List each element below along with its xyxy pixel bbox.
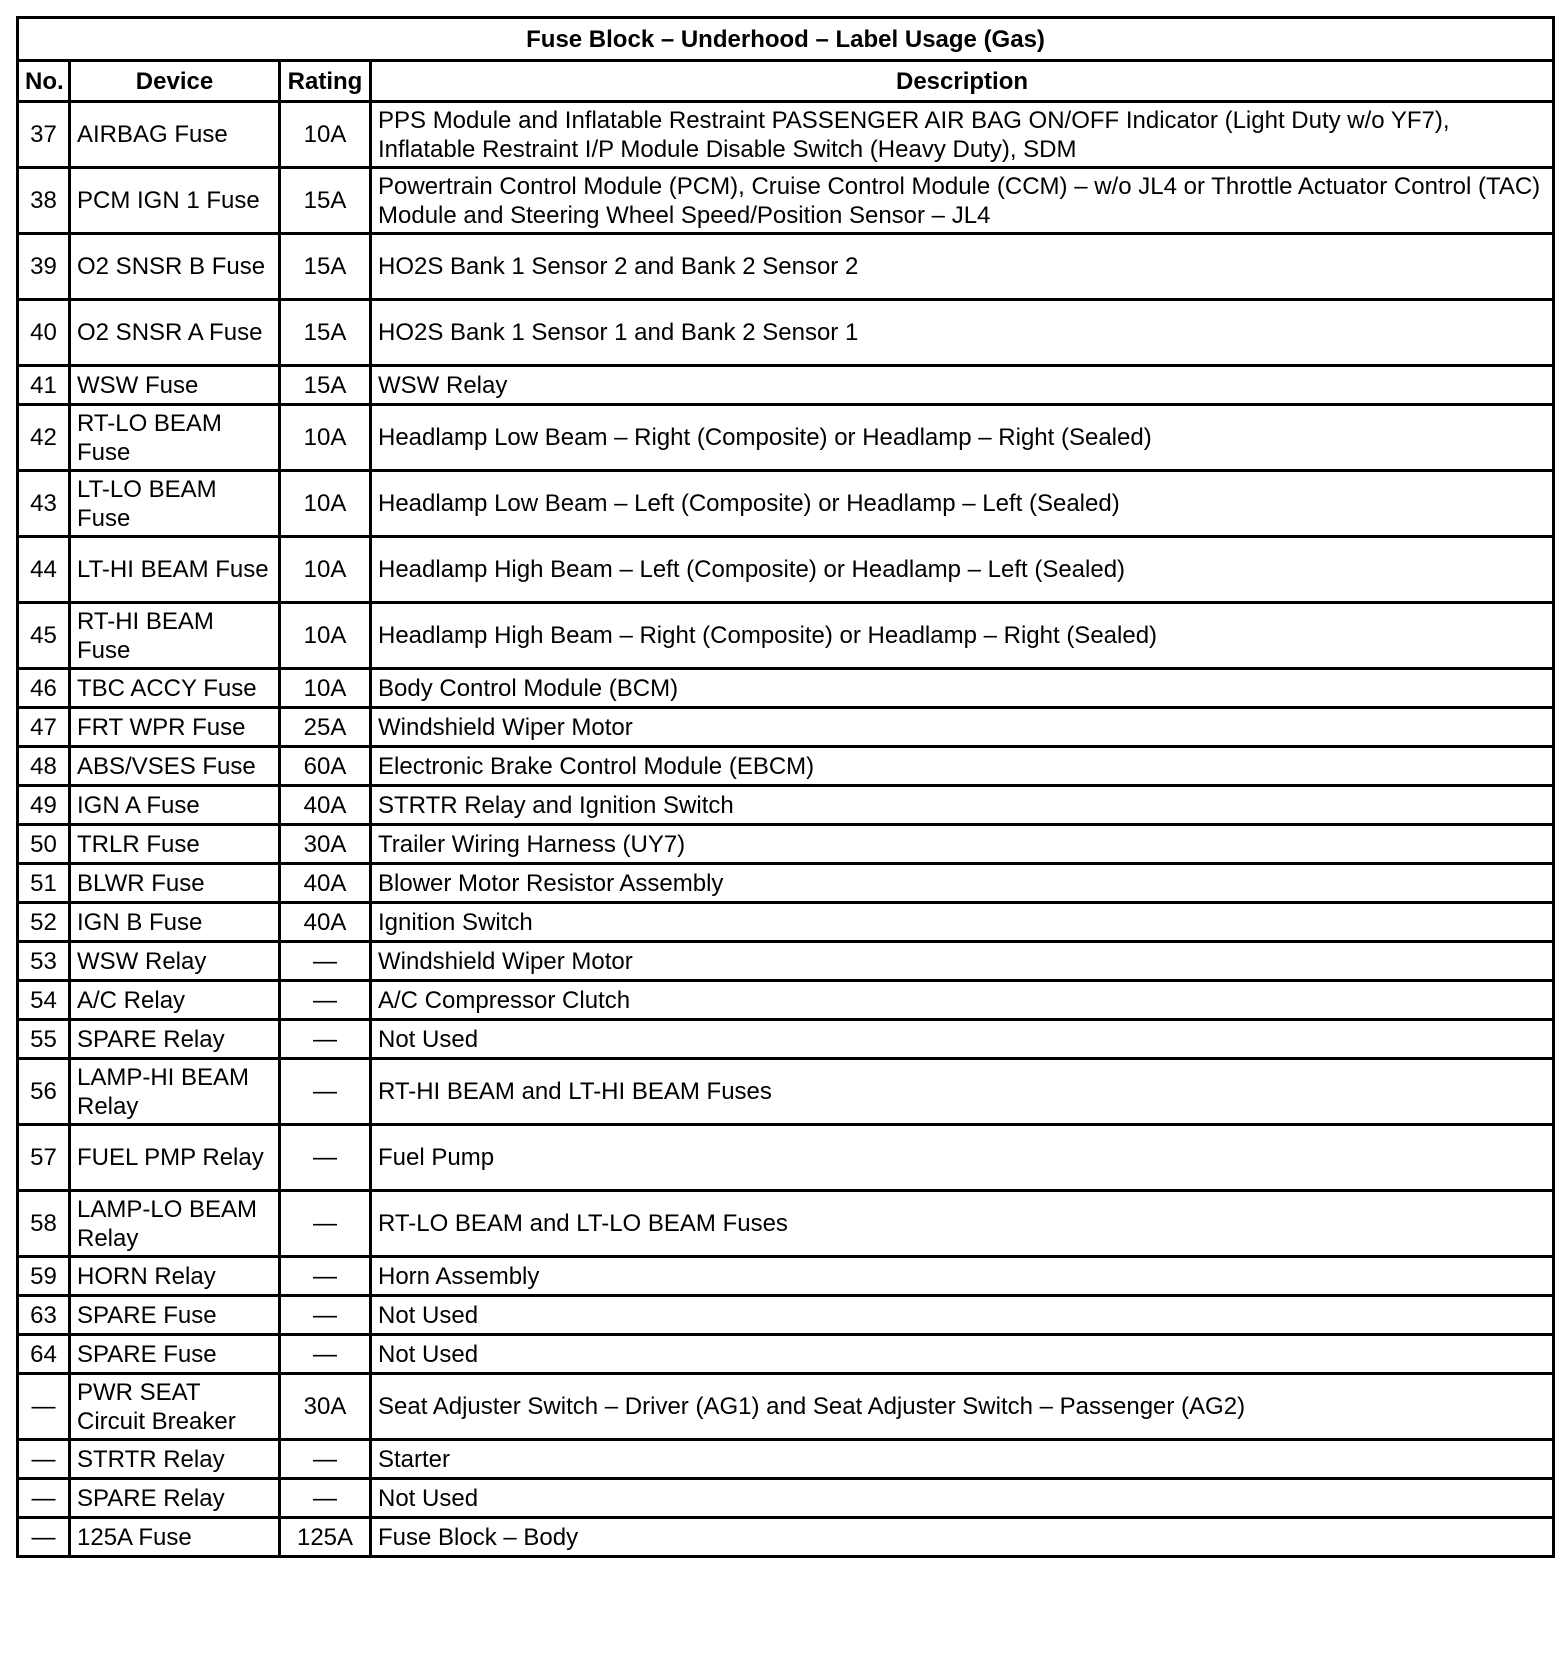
header-description: Description (371, 61, 1554, 102)
row-description: PPS Module and Inflatable Restraint PASSENGER AIR BAG ON/OFF Indicator (Light Duty w/o YF7), Inflatable Restraint I/P Module Disable Switch (Heavy Duty), SDM (371, 102, 1554, 168)
row-description: Not Used (371, 1296, 1554, 1335)
table-row (18, 300, 1554, 366)
row-rating: — (280, 1125, 371, 1191)
table-row (18, 786, 1554, 825)
row-device: WSW Fuse (70, 366, 280, 405)
table-row (18, 234, 1554, 300)
table-row (18, 537, 1554, 603)
row-description: Windshield Wiper Motor (371, 708, 1554, 747)
table-row (18, 747, 1554, 786)
table-row (18, 1374, 1554, 1440)
table-row (18, 366, 1554, 405)
row-no: 46 (18, 669, 70, 708)
row-no: — (18, 1518, 70, 1557)
row-device: PCM IGN 1 Fuse (70, 168, 280, 234)
row-device: HORN Relay (70, 1257, 280, 1296)
row-description: Blower Motor Resistor Assembly (371, 864, 1554, 903)
row-rating: 15A (280, 366, 371, 405)
row-no: 58 (18, 1191, 70, 1257)
row-rating: — (280, 981, 371, 1020)
row-no: 55 (18, 1020, 70, 1059)
row-description: Headlamp Low Beam – Left (Composite) or Headlamp – Left (Sealed) (371, 471, 1554, 537)
table-row (18, 981, 1554, 1020)
row-device: TRLR Fuse (70, 825, 280, 864)
row-description: Not Used (371, 1020, 1554, 1059)
row-device: BLWR Fuse (70, 864, 280, 903)
row-device: ABS/VSES Fuse (70, 747, 280, 786)
row-device: TBC ACCY Fuse (70, 669, 280, 708)
row-description: Starter (371, 1440, 1554, 1479)
table-row (18, 1125, 1554, 1191)
table-row (18, 1257, 1554, 1296)
row-rating: 10A (280, 537, 371, 603)
row-rating: — (280, 1296, 371, 1335)
table-row (18, 1020, 1554, 1059)
row-no: 44 (18, 537, 70, 603)
table-row (18, 1479, 1554, 1518)
row-rating: 10A (280, 471, 371, 537)
row-no: 51 (18, 864, 70, 903)
row-description: STRTR Relay and Ignition Switch (371, 786, 1554, 825)
row-no: 63 (18, 1296, 70, 1335)
title-row (18, 18, 1554, 61)
row-description: RT-HI BEAM and LT-HI BEAM Fuses (371, 1059, 1554, 1125)
row-rating: 30A (280, 1374, 371, 1440)
row-rating: 10A (280, 405, 371, 471)
row-device: STRTR Relay (70, 1440, 280, 1479)
header-row (18, 61, 1554, 102)
row-no: 52 (18, 903, 70, 942)
table-row (18, 1335, 1554, 1374)
row-device: LT-LO BEAM Fuse (70, 471, 280, 537)
header-rating: Rating (280, 61, 371, 102)
row-rating: — (280, 1020, 371, 1059)
row-rating: 15A (280, 234, 371, 300)
row-no: 59 (18, 1257, 70, 1296)
row-device: LAMP-LO BEAM Relay (70, 1191, 280, 1257)
row-device: SPARE Fuse (70, 1296, 280, 1335)
row-device: A/C Relay (70, 981, 280, 1020)
row-no: 54 (18, 981, 70, 1020)
row-rating: — (280, 1335, 371, 1374)
row-description: Body Control Module (BCM) (371, 669, 1554, 708)
table-body (18, 102, 1554, 1557)
row-no: 56 (18, 1059, 70, 1125)
row-description: HO2S Bank 1 Sensor 1 and Bank 2 Sensor 1 (371, 300, 1554, 366)
row-no: 37 (18, 102, 70, 168)
row-device: 125A Fuse (70, 1518, 280, 1557)
row-no: 38 (18, 168, 70, 234)
row-description: Powertrain Control Module (PCM), Cruise Control Module (CCM) – w/o JL4 or Throttle Actuator Control (TAC) Module and Steering Wheel Speed/Position Sensor – JL4 (371, 168, 1554, 234)
row-description: Headlamp High Beam – Left (Composite) or Headlamp – Left (Sealed) (371, 537, 1554, 603)
row-rating: — (280, 1479, 371, 1518)
row-no: 50 (18, 825, 70, 864)
table-row (18, 903, 1554, 942)
row-device: LT-HI BEAM Fuse (70, 537, 280, 603)
table-row (18, 168, 1554, 234)
row-rating: 40A (280, 864, 371, 903)
row-description: RT-LO BEAM and LT-LO BEAM Fuses (371, 1191, 1554, 1257)
table-row (18, 708, 1554, 747)
row-rating: 60A (280, 747, 371, 786)
row-no: 64 (18, 1335, 70, 1374)
header-device: Device (70, 61, 280, 102)
row-no: 39 (18, 234, 70, 300)
row-description: Fuel Pump (371, 1125, 1554, 1191)
row-no: 48 (18, 747, 70, 786)
row-description: WSW Relay (371, 366, 1554, 405)
row-no: 41 (18, 366, 70, 405)
row-description: Seat Adjuster Switch – Driver (AG1) and Seat Adjuster Switch – Passenger (AG2) (371, 1374, 1554, 1440)
table-row (18, 1518, 1554, 1557)
row-description: Trailer Wiring Harness (UY7) (371, 825, 1554, 864)
header-no: No. (18, 61, 70, 102)
row-no: 49 (18, 786, 70, 825)
row-device: FUEL PMP Relay (70, 1125, 280, 1191)
row-description: Headlamp High Beam – Right (Composite) or Headlamp – Right (Sealed) (371, 603, 1554, 669)
row-description: Not Used (371, 1479, 1554, 1518)
row-description: Horn Assembly (371, 1257, 1554, 1296)
table-row (18, 1191, 1554, 1257)
row-no: — (18, 1479, 70, 1518)
table-row (18, 1059, 1554, 1125)
row-device: IGN A Fuse (70, 786, 280, 825)
row-no: — (18, 1440, 70, 1479)
row-no: 57 (18, 1125, 70, 1191)
row-device: SPARE Relay (70, 1020, 280, 1059)
row-no: 43 (18, 471, 70, 537)
table-row (18, 864, 1554, 903)
row-device: FRT WPR Fuse (70, 708, 280, 747)
row-device: AIRBAG Fuse (70, 102, 280, 168)
table-row (18, 405, 1554, 471)
row-description: Windshield Wiper Motor (371, 942, 1554, 981)
row-rating: 30A (280, 825, 371, 864)
table-row (18, 942, 1554, 981)
row-device: SPARE Relay (70, 1479, 280, 1518)
fuse-usage-table (16, 16, 1555, 1558)
row-rating: 15A (280, 168, 371, 234)
row-device: IGN B Fuse (70, 903, 280, 942)
row-rating: 40A (280, 786, 371, 825)
row-description: HO2S Bank 1 Sensor 2 and Bank 2 Sensor 2 (371, 234, 1554, 300)
row-device: LAMP-HI BEAM Relay (70, 1059, 280, 1125)
row-description: Electronic Brake Control Module (EBCM) (371, 747, 1554, 786)
row-rating: 25A (280, 708, 371, 747)
row-no: 45 (18, 603, 70, 669)
table-row (18, 669, 1554, 708)
row-description: Not Used (371, 1335, 1554, 1374)
table-row (18, 1296, 1554, 1335)
row-rating: — (280, 942, 371, 981)
row-rating: 10A (280, 603, 371, 669)
table-title: Fuse Block – Underhood – Label Usage (Gas) (18, 18, 1554, 61)
row-rating: 15A (280, 300, 371, 366)
row-device: RT-HI BEAM Fuse (70, 603, 280, 669)
row-description: A/C Compressor Clutch (371, 981, 1554, 1020)
table-row (18, 1440, 1554, 1479)
row-rating: — (280, 1059, 371, 1125)
row-rating: — (280, 1191, 371, 1257)
row-device: PWR SEAT Circuit Breaker (70, 1374, 280, 1440)
row-device: RT-LO BEAM Fuse (70, 405, 280, 471)
table-row (18, 603, 1554, 669)
row-rating: — (280, 1440, 371, 1479)
row-description: Ignition Switch (371, 903, 1554, 942)
fuse-table-container (16, 16, 1552, 1558)
row-no: 47 (18, 708, 70, 747)
row-device: SPARE Fuse (70, 1335, 280, 1374)
row-device: WSW Relay (70, 942, 280, 981)
row-rating: 10A (280, 669, 371, 708)
row-device: O2 SNSR A Fuse (70, 300, 280, 366)
row-rating: 125A (280, 1518, 371, 1557)
row-description: Headlamp Low Beam – Right (Composite) or Headlamp – Right (Sealed) (371, 405, 1554, 471)
row-device: O2 SNSR B Fuse (70, 234, 280, 300)
row-no: 42 (18, 405, 70, 471)
row-no: — (18, 1374, 70, 1440)
table-row (18, 825, 1554, 864)
table-row (18, 471, 1554, 537)
row-rating: 40A (280, 903, 371, 942)
row-rating: 10A (280, 102, 371, 168)
table-row (18, 102, 1554, 168)
row-description: Fuse Block – Body (371, 1518, 1554, 1557)
row-rating: — (280, 1257, 371, 1296)
row-no: 53 (18, 942, 70, 981)
row-no: 40 (18, 300, 70, 366)
